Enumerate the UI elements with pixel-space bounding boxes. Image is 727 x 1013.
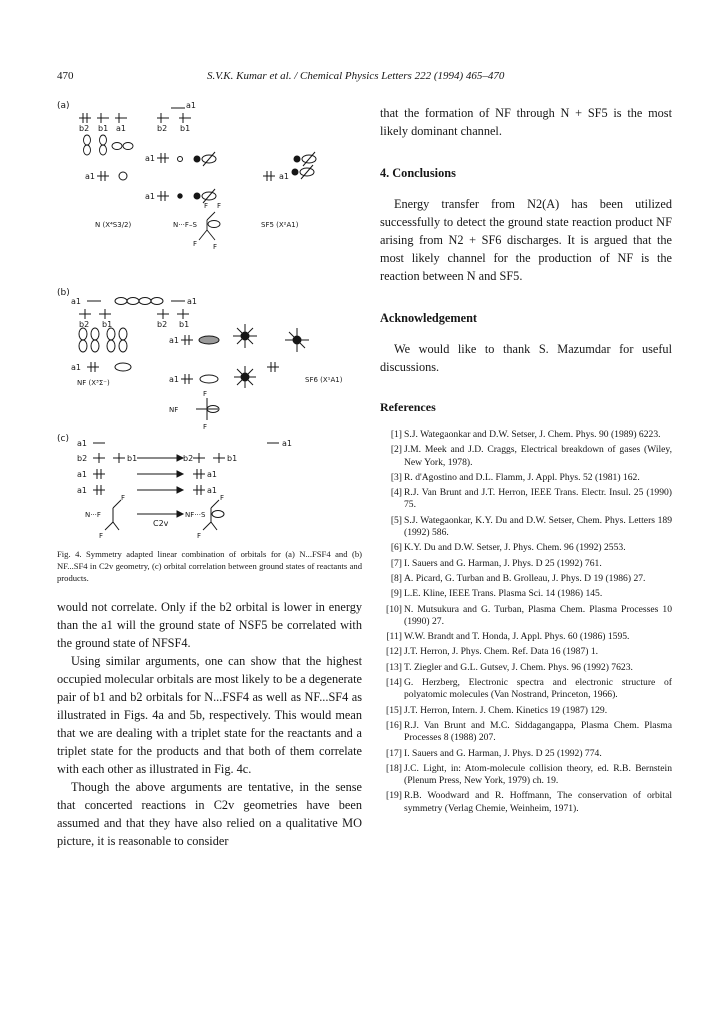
reference-number: [11] [386, 631, 402, 643]
panel-a-species-mid: N···F–S [173, 221, 197, 229]
reference-item [380, 631, 672, 643]
panel-a-label: (a) [57, 101, 70, 111]
body-paragraph-2: Using similar arguments, one can show that the highest occupied molecular orbitals are most likely to be a degenerate pair of b1 and b2 orbitals for N...FSF4 as well as NF...SF4 as illustrated in Figs. 4a and 5b, respectively. This would mean that we are dealing with a triplet state for the reactants and a triplet state for the products and that both of them correlate with each other as illustrated in Fig. 4c. [57, 654, 362, 776]
panel-b-levels [79, 298, 309, 421]
reference-number: [12] [386, 646, 402, 658]
reference-number: [10] [386, 603, 402, 615]
reference-text: R. d'Agostino and D.L. Flamm, J. Appl. Phys. 52 (1981) 162. [404, 471, 640, 483]
reference-number: [15] [386, 704, 402, 716]
reference-number: [4] [390, 487, 402, 499]
reference-text: T. Ziegler and G.L. Gutsev, J. Chem. Phys. 96 (1992) 7623. [404, 661, 633, 673]
panel-b-species-mid: NF [169, 406, 179, 414]
panel-c-left-b1: b1 [127, 454, 138, 463]
panel-c-species-right: NF···S [185, 511, 206, 519]
reference-number: [18] [386, 762, 402, 774]
reference-text: A. Picard, G. Turban and B. Grolleau, J. Phys. D 19 (1986) 27. [404, 572, 646, 584]
conclusions-heading: 4. Conclusions [380, 166, 456, 180]
reference-item [380, 444, 672, 469]
panel-a-species-right: SF5 (X²A1) [261, 221, 299, 229]
panel-a-row-label-4: a1 [145, 192, 155, 201]
panel-a-row-label-2: a1 [85, 172, 95, 181]
panel-a-f-label-3: F [193, 240, 198, 248]
panel-c-right-b2: b2 [183, 454, 194, 463]
reference-number: [19] [386, 790, 402, 802]
panel-a-orb-b1-right: b1 [180, 124, 191, 133]
reference-item [380, 705, 672, 717]
panel-c-label: (c) [57, 434, 69, 444]
panel-c-f-label-3: F [99, 532, 104, 540]
reference-text: N. Mutsukura and G. Turban, Plasma Chem. Plasma Processes 10 (1990) 27. [404, 603, 672, 627]
reference-number: [1] [390, 429, 402, 440]
reference-text: R.B. Woodward and R. Hoffmann, The conservation of orbital symmetry (Verlag Chemie, Weinheim, 1971). [404, 790, 672, 814]
panel-b-top-a1-right: a1 [187, 297, 197, 306]
reference-text: J.M. Meek and J.D. Craggs, Electrical breakdown of gases (Wiley, New York, 1978). [404, 444, 672, 468]
reference-item [380, 429, 672, 441]
reference-text: K.Y. Du and D.W. Setser, J. Phys. Chem. 96 (1992) 2553. [404, 542, 626, 554]
reference-item [380, 720, 672, 745]
panel-a-row-label-3: a1 [279, 172, 289, 181]
panel-b-species-left: NF (X³Σ⁻) [77, 379, 110, 387]
panel-b-label: (b) [57, 288, 70, 298]
reference-number: [14] [386, 677, 402, 689]
intro-paragraph: that the formation of NF through N + SF5 is the most likely dominant channel. [380, 106, 672, 138]
panel-b-b2-right: b2 [157, 320, 168, 329]
reference-number: [2] [390, 444, 402, 456]
conclusions-paragraph: Energy transfer from N2(A) has been utilized successfully to detect the ground state reaction product NF arising from N2 + SF6 discharges. It is argued that the most likely channel for the production of NF is the reaction between N and SF5. [380, 197, 672, 283]
reference-text: J.T. Herron, J. Phys. Chem. Ref. Data 16 (1987) 1. [404, 646, 599, 658]
panel-c-f-label-1: F [121, 494, 126, 502]
panel-c-left-b2: b2 [77, 454, 88, 463]
reference-text: S.J. Wategaonkar and D.W. Setser, J. Chem. Phys. 90 (1989) 6223. [404, 429, 661, 440]
reference-text: S.J. Wategaonkar, K.Y. Du and D.W. Setser, Chem. Phys. Letters 189 (1992) 586. [404, 514, 672, 539]
reference-text: J.C. Light, in: Atom-molecule collision theory, ed. R.B. Bernstein (Plenum Press, New York, 1979) ch. 19. [404, 762, 672, 787]
reference-text: I. Sauers and G. Harman, J. Phys. D 25 (1992) 774. [404, 747, 602, 759]
reference-item [380, 487, 672, 512]
reference-text: I. Sauers and G. Harman, J. Phys. D 25 (1992) 761. [404, 557, 602, 569]
panel-a-orb-b2-right: b2 [157, 124, 168, 133]
right-column [380, 104, 672, 818]
panel-b-species-right: SF6 (X¹A1) [305, 376, 343, 384]
acknowledgement-heading: Acknowledgement [380, 311, 478, 325]
reference-item [380, 748, 672, 760]
left-column-body [57, 598, 362, 850]
references-heading: References [380, 400, 436, 414]
reference-number: [17] [386, 747, 402, 759]
figure-caption: Fig. 4. Symmetry adapted linear combination of orbitals for (a) N...FSF4 and (b) NF...SF4 in C2v geometry, (c) orbital correlation between ground states of reactants and products. [57, 549, 362, 583]
panel-a-orb-b2: b2 [79, 124, 90, 133]
panel-c-left-a1-3: a1 [77, 486, 87, 495]
panel-c-symmetry-label: C2v [153, 519, 169, 528]
reference-item [380, 662, 672, 674]
reference-item [380, 646, 672, 658]
reference-text: L.E. Kline, IEEE Trans. Plasma Sci. 14 (1986) 145. [404, 588, 603, 600]
reference-number: [3] [390, 471, 402, 483]
panel-c-right-b1: b1 [227, 454, 238, 463]
reference-number: [5] [390, 514, 402, 526]
panel-c-right-a1-top: a1 [282, 439, 292, 448]
panel-a-orb-a1: a1 [116, 124, 126, 133]
panel-a-f-label-2: F [217, 202, 222, 210]
panel-b-b1-right: b1 [179, 320, 190, 329]
panel-c-left-a1-top: a1 [77, 439, 87, 448]
panel-b-f-label-top: F [203, 390, 208, 398]
reference-number: [8] [390, 572, 402, 584]
panel-a-molecules [199, 212, 220, 240]
panel-a-f-label-4: F [213, 243, 218, 251]
panel-b-top-a1-left: a1 [71, 297, 81, 306]
reference-number: [16] [386, 719, 402, 731]
panel-b-b2-left: b2 [79, 320, 90, 329]
reference-item [380, 472, 672, 484]
acknowledgement-paragraph: We would like to thank S. Mazumdar for useful discussions. [380, 342, 672, 374]
panel-a-species-left: N (X⁴S3/2) [95, 221, 132, 229]
panel-a-p-orbitals [84, 135, 134, 155]
panel-c-left-a1-2: a1 [77, 470, 87, 479]
panel-c-right-a1-2: a1 [207, 470, 217, 479]
panel-b-f-label-bottom: F [203, 423, 208, 431]
reference-item [380, 763, 672, 788]
orbital-diagram [57, 96, 357, 546]
panel-c-right-a1-3: a1 [207, 486, 217, 495]
figure-4 [57, 96, 357, 546]
reference-number: [13] [386, 661, 402, 673]
panel-a-row-label-1: a1 [145, 154, 155, 163]
panel-b-row-label-1: a1 [169, 336, 179, 345]
reference-text: R.J. Van Brunt and M.C. Siddagangappa, Plasma Chem. Plasma Processes 8 (1988) 207. [404, 719, 672, 744]
reference-text: R.J. Van Brunt and J.T. Herron, IEEE Trans. Electr. Insul. 25 (1990) 75. [404, 487, 672, 511]
panel-b-row-label-2: a1 [71, 363, 81, 372]
body-paragraph-1: would not correlate. Only if the b2 orbital is lower in energy than the a1 will the ground state of NSF5 be correlated with the ground state of NFSF4. [57, 600, 362, 650]
panel-a-f-label-1: F [204, 202, 209, 210]
reference-number: [7] [390, 557, 402, 569]
panel-a-a1-top: a1 [186, 101, 196, 110]
references-list [380, 429, 672, 815]
body-paragraph-3: Though the above arguments are tentative, in the sense that concerted reactions in C2v geometries have been assumed and that they have also relied on a qualitative MO picture, it is reasonable to consider [57, 780, 362, 848]
reference-item [380, 558, 672, 570]
reference-item [380, 573, 672, 585]
reference-item [380, 790, 672, 815]
panel-c-f-label-2: F [220, 494, 225, 502]
panel-a-orb-b1: b1 [98, 124, 109, 133]
panel-b-row-label-3: a1 [169, 375, 179, 384]
reference-item [380, 677, 672, 702]
panel-b-b1-left: b1 [102, 320, 113, 329]
journal-citation: S.V.K. Kumar et al. / Chemical Physics Letters 222 (1994) 465–470 [207, 70, 505, 82]
panel-a-top-levels [79, 108, 191, 123]
reference-text: W.W. Brandt and T. Honda, J. Appl. Phys. 60 (1986) 1595. [404, 631, 630, 643]
running-head [57, 70, 672, 86]
reference-item [380, 542, 672, 554]
reference-number: [6] [390, 542, 402, 554]
reference-number: [9] [390, 588, 402, 600]
reference-item [380, 588, 672, 600]
page-number: 470 [57, 70, 74, 82]
reference-item [380, 604, 672, 629]
panel-c-species-left: N···F [85, 511, 101, 519]
reference-text: J.T. Herron, Intern. J. Chem. Kinetics 19 (1987) 129. [404, 704, 608, 716]
panel-c-f-label-4: F [197, 532, 202, 540]
reference-text: G. Herzberg, Electronic spectra and electronic structure of polyatomic molecules (Van Nostrand, Princeton, 1966). [404, 677, 672, 701]
reference-item [380, 515, 672, 540]
